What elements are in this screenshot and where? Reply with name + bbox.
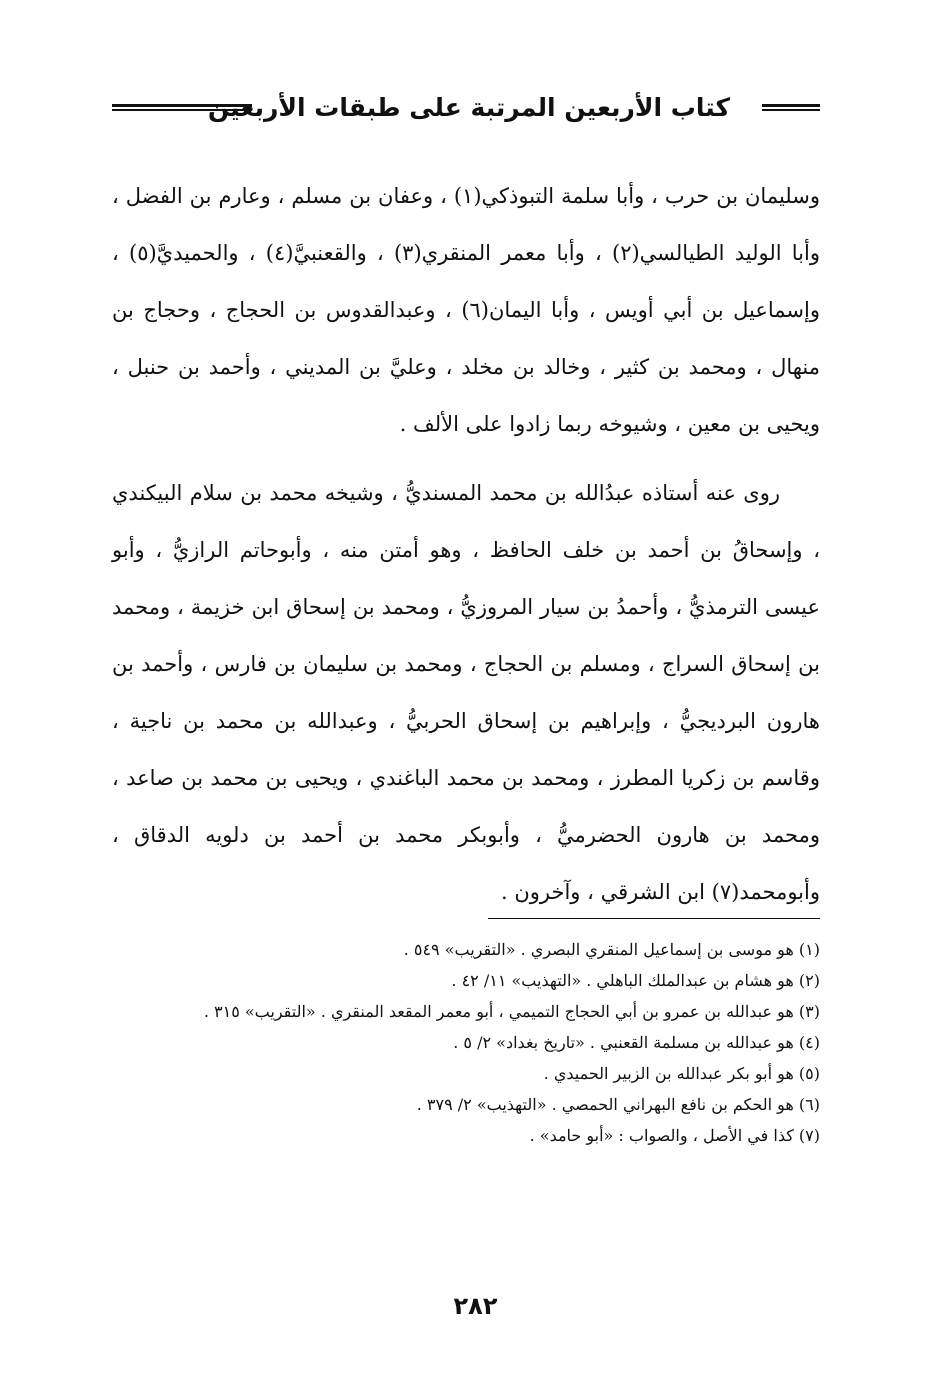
- paragraph-2: روى عنه أستاذه عبدُالله بن محمد المسنديُّ ، وشيخه محمد بن سلام البيكندي ، وإسحاقُ بن أحمد بن خلف الحافظ ، وهو أمتن منه ، وأبوحاتم الرازيُّ ، وأبو عيسى الترمذيُّ ، وأحمدُ بن سيار المروزيُّ ، ومحمد بن إسحاق ابن خزيمة ، ومحمد بن إسحاق السراج ، ومسلم بن الحجاج ، ومحمد بن سليمان بن فارس ، وأحمد بن هارون البرديجيُّ ، وإبراهيم بن إسحاق الحربيُّ ، وعبدالله بن محمد بن ناجية ، وقاسم بن زكريا المطرز ، ومحمد بن محمد الباغندي ، ويحيى بن محمد بن صاعد ، ومحمد بن هارون الحضرميُّ ، وأبوبكر محمد بن أحمد بن دلويه الدقاق ، وأبومحمد(٧) ابن الشرقي ، وآخرون .: [112, 481, 820, 904]
- footnote-2: (٢) هو هشام بن عبدالملك الباهلي . «التهذيب» ١١/ ٤٢ .: [451, 971, 820, 990]
- book-title: كتاب الأربعين المرتبة على طبقات الأربعين: [207, 93, 730, 122]
- footnote-4: (٤) هو عبدالله بن مسلمة القعنبي . «تاريخ بغداد» ٢/ ٥ .: [453, 1033, 820, 1052]
- footnote-3: (٣) هو عبدالله بن عمرو بن أبي الحجاج التميمي ، أبو معمر المقعد المنقري . «التقريب» ٣١٥ .: [203, 1002, 820, 1021]
- footnote-7: (٧) كذا في الأصل ، والصواب : «أبو حامد» .: [529, 1126, 820, 1145]
- footnotes: [112, 934, 820, 1151]
- main-text: [112, 168, 820, 921]
- paragraph-1: وسليمان بن حرب ، وأبا سلمة التبوذكي(١) ، وعفان بن مسلم ، وعارم بن الفضل ، وأبا الوليد الطيالسي(٢) ، وأبا معمر المنقري(٣) ، والقعنبيَّ(٤) ، والحميديَّ(٥) ، وإسماعيل بن أبي أويس ، وأبا اليمان(٦) ، وعبدالقدوس بن الحجاج ، وحجاج بن منهال ، ومحمد بن كثير ، وخالد بن مخلد ، وعليَّ بن المديني ، وأحمد بن حنبل ، ويحيى بن معين ، وشيوخه ربما زادوا على الألف .: [112, 184, 820, 436]
- footnote-5: (٥) هو أبو بكر عبدالله بن الزبير الحميدي .: [543, 1064, 820, 1083]
- header-rule-right: [762, 104, 820, 111]
- header-rule-left: [112, 104, 252, 111]
- running-header: [112, 86, 820, 130]
- footnote-6: (٦) هو الحكم بن نافع البهراني الحمصي . «التهذيب» ٢/ ٣٧٩ .: [416, 1095, 820, 1114]
- footnote-separator: [488, 918, 820, 919]
- footnote-1: (١) هو موسى بن إسماعيل المنقري البصري . «التقريب» ٥٤٩ .: [403, 940, 820, 959]
- page-number: ٢٨٢: [453, 1292, 498, 1320]
